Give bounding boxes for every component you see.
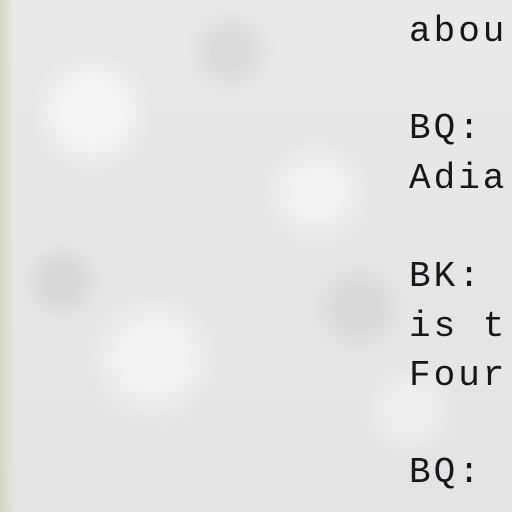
speaker-label-bq: BQ: [409,108,483,149]
text-line-is-t: is t [409,306,508,347]
page-edge [0,0,14,512]
speaker-label-bk: BK: [409,256,483,297]
text-line-adia: Adia [409,158,508,199]
text-line-four: Four [409,355,508,396]
text-line-about: abou [409,11,508,52]
speaker-label-bq-2: BQ: [409,452,483,493]
